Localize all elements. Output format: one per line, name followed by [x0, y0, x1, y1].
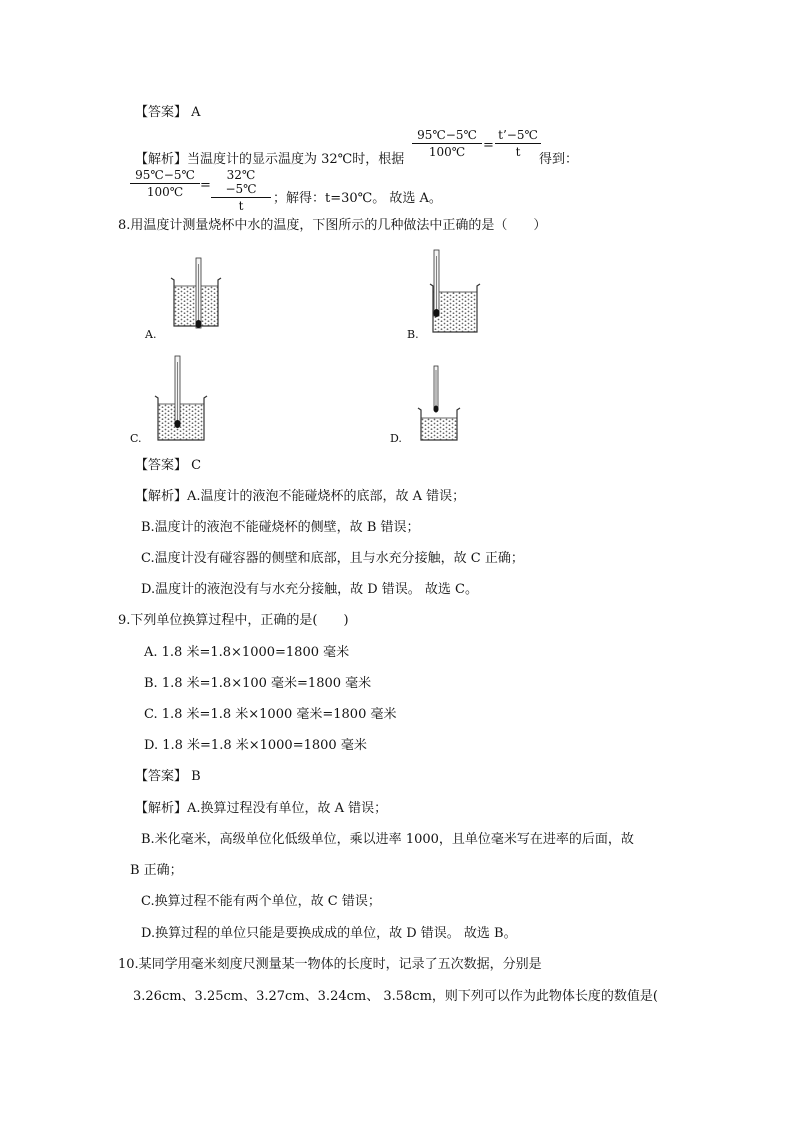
q7-analysis-mid: 得到： [539, 152, 579, 167]
q9-option-d: D. 1.8 米=1.8 米×1000=1800 毫米 [144, 738, 367, 753]
q7-equals-1: = [483, 138, 494, 153]
q8-option-d-label: D. [390, 432, 402, 445]
q8-option-c-label: C. [130, 432, 142, 445]
q8-option-b-label: B. [407, 328, 419, 341]
q9-option-b: B. 1.8 米=1.8×100 毫米=1800 毫米 [144, 676, 372, 691]
q7-fraction-3 [130, 168, 200, 199]
q7-frac1-numerator: 95℃−5℃ [417, 128, 477, 142]
q8-figure-a [168, 250, 228, 332]
q8-figure-b [425, 246, 485, 338]
q9-analysis-line-2: B.米化毫米，高级单位化低级单位，乘以进率 1000，且单位毫米写在进率的后面，故 [141, 832, 634, 847]
q8-analysis-line-1: 【解析】A.温度计的液泡不能碰烧杯的底部，故 A 错误； [135, 489, 466, 504]
q9-option-a: A. 1.8 米=1.8×1000=1800 毫米 [144, 645, 350, 660]
q8-answer: 【答案】 C [135, 458, 202, 473]
q7-frac2-denominator: t [515, 145, 521, 159]
q8-figure-c [152, 352, 212, 444]
q7-frac1-denominator: 100℃ [428, 145, 466, 159]
q9-analysis-line-3: B 正确； [130, 863, 183, 878]
q10-stem-line-2: 3.26cm、3.25cm、3.27cm、3.24cm、 3.58cm，则下列可以作为此物体长度的数值是( [133, 989, 658, 1004]
q9-analysis-line-1: 【解析】A.换算过程没有单位，故 A 错误； [135, 801, 388, 816]
q7-answer: 【答案】 A [135, 105, 201, 120]
q8-analysis-line-2: B.温度计的液泡不能碰烧杯的侧壁，故 B 错误； [141, 520, 420, 535]
q8-option-a-label: A. [145, 328, 157, 341]
q9-option-c: C. 1.8 米=1.8 米×1000 毫米=1800 毫米 [144, 707, 397, 722]
q7-analysis-lead: 【解析】当温度计的显示温度为 32℃时，根据 [135, 152, 405, 167]
q7-fraction-2 [495, 128, 541, 159]
q8-analysis-line-3: C.温度计没有碰容器的侧壁和底部，且与水充分接触，故 C 正确； [141, 551, 524, 566]
q9-analysis-line-4: C.换算过程不能有两个单位，故 C 错误； [141, 894, 381, 909]
q9-answer: 【答案】 B [135, 769, 201, 784]
q10-stem: 10.某同学用毫米刻度尺测量某一物体的长度时，记录了五次数据，分别是 [118, 957, 542, 972]
q7-frac2-numerator: t’−5℃ [498, 128, 538, 142]
q7-frac3-numerator: 95℃−5℃ [135, 168, 195, 182]
q7-frac4-denominator: t [238, 199, 244, 213]
q7-fraction-1 [412, 128, 482, 159]
q8-stem: 8.用温度计测量烧杯中水的温度，下图所示的几种做法中正确的是（ ） [118, 218, 547, 233]
q7-frac4-numerator: 32℃−5℃ [225, 168, 257, 196]
q9-analysis-line-5: D.换算过程的单位只能是要换成成的单位，故 D 错误。 故选 B。 [141, 926, 517, 941]
q8-analysis-line-4: D.温度计的液泡没有与水充分接触，故 D 错误。 故选 C。 [141, 582, 478, 597]
q7-frac3-denominator: 100℃ [146, 185, 184, 199]
q7-fraction-4 [211, 168, 271, 213]
q9-stem: 9.下列单位换算过程中，正确的是( ) [118, 613, 349, 628]
q7-analysis-tail: ；解得：t=30℃。 故选 A。 [273, 191, 442, 206]
q8-figure-d [415, 362, 465, 444]
q7-equals-2: = [200, 178, 211, 193]
